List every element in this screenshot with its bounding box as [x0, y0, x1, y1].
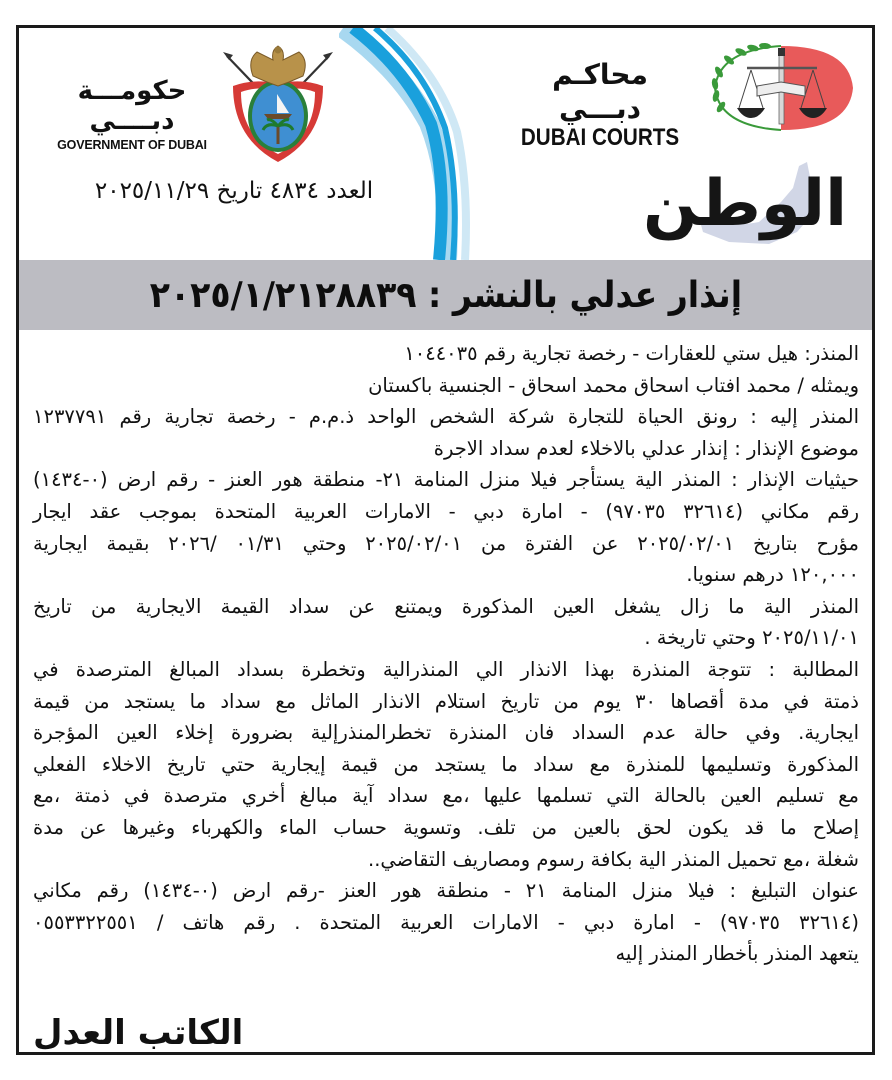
government-name-english: GOVERNMENT OF DUBAI — [57, 138, 207, 152]
notice-line: المذكورة وتسليمها للمنذرة مع سداد ما يستجد من قيمة إيجارية حتي تاريخ الاخلاء الفعلي — [33, 752, 859, 776]
notice-header — [19, 28, 872, 260]
notice-line: ايجارية. وفي حالة عدم السداد فان المنذرة تخطرالمنذرإلية بضرورة إخلاء العين المؤجرة — [33, 721, 859, 745]
notice-title-band — [19, 260, 872, 330]
notice-line: موضوع الإنذار : إنذار عدلي بالاخلاء لعدم سداد الاجرة — [433, 436, 859, 460]
notice-line: حيثيات الإنذار : المنذر الية يستأجر فيلا منزل المنامة ٢١- منطقة هور العنز - رقم ارض (٠-١٤٣٤) — [33, 468, 859, 492]
notice-line: المنذر: هيل ستي للعقارات - رخصة تجارية رقم ١٠٤٤٠٣٥ — [404, 342, 859, 365]
notice-line: ويمثله / محمد افتاب اسحاق محمد اسحاق - الجنسية باكستان — [368, 373, 859, 397]
notice-line: شغلة ،مع تحميل المنذر الية بكافة رسوم ومصاريف التقاضي.. — [368, 847, 859, 871]
notary-signature: الكاتب العدل — [33, 1013, 244, 1053]
decorative-swoosh — [339, 28, 479, 260]
courts-name-arabic: محاكـم دبـــي — [552, 58, 648, 125]
notice-frame — [16, 25, 875, 1055]
scales-of-justice-icon — [699, 42, 855, 132]
notice-line: ١٢٠,٠٠٠ درهم سنويا. — [686, 563, 859, 587]
notice-line: رقم مكاني (٣٢٦١٤ ٩٧٠٣٥) - امارة دبي - الامارات العربية المتحدة بموجب عقد ايجار — [33, 499, 860, 523]
notice-line: يتعهد المنذر بأخطار المنذر إليه — [615, 942, 859, 966]
notice-line: المنذر الية ما زال يشغل العين المذكورة ويمتنع عن سداد القيمة الايجارية من تاريخ — [33, 594, 859, 618]
notice-line: المنذر إليه : رونق الحياة للتجارة شركة الشخص الواحد ذ.م.م - رخصة تجارية رقم ١٢٣٧٧٩١ — [33, 405, 859, 429]
notice-line: عنوان التبليغ : فيلا منزل المنامة ٢١ - منطقة هور العنز -رقم ارض (٠-١٤٣٤) رقم مكاني — [33, 879, 859, 903]
dubai-government-emblem-icon — [219, 38, 337, 166]
notice-line: ذمتة في مدة أقصاها ٣٠ يوم من تاريخ استلام الانذار الماثل مع سداد ما يستجد من قيمة — [33, 689, 859, 713]
notice-line: إصلاح ما قد يكون لحق بالعين من تلف. وتسوية حساب الماء والكهرباء وغيرها عن مدة — [33, 815, 859, 839]
notice-line: (٣٢٦١٤ ٩٧٠٣٥) - امارة دبي - الامارات العربية المتحدة . رقم هاتف / ٠٥٥٣٣٢٢٥٥١ — [33, 910, 859, 934]
al-watan-logo — [619, 153, 859, 253]
issue-number-date: العدد ٤٨٣٤ تاريخ ٢٠٢٥/١١/٢٩ — [94, 178, 374, 204]
notice-line: ٢٠٢٥/١١/٠١ وحتي تاريخة . — [644, 626, 859, 650]
government-name-arabic: حكومـــة دبــــي — [77, 76, 187, 136]
newspaper-name: الوطن — [643, 167, 847, 241]
dubai-courts-wordmark — [507, 58, 693, 152]
notice-line: مؤرح بتاريخ ٢٠٢٥/٠٢/٠١ عن الفترة من ٢٠٢٥/٠٢/٠١ وحتي ٠١/٣١ /٢٠٢٦ بقيمة ايجارية — [33, 531, 859, 555]
government-of-dubai-logo — [47, 76, 217, 152]
notice-line: المطالبة : تتوجة المنذرة بهذا الانذار الي المنذرالية وتخطرة بسداد المبالغ المترصدة في — [33, 657, 859, 681]
notice-body — [33, 338, 859, 970]
notice-title: إنذار عدلي بالنشر : ٢٠٢٥/١/٢١٢٨٨٣٩ — [149, 274, 742, 316]
courts-name-english: DUBAI COURTS — [520, 124, 680, 151]
notice-line: مع تسليم العين بالحالة التي تسلمها عليها ،مع سداد آية مبالغ أخري مترصدة في ذمتة ،مع — [33, 784, 859, 808]
